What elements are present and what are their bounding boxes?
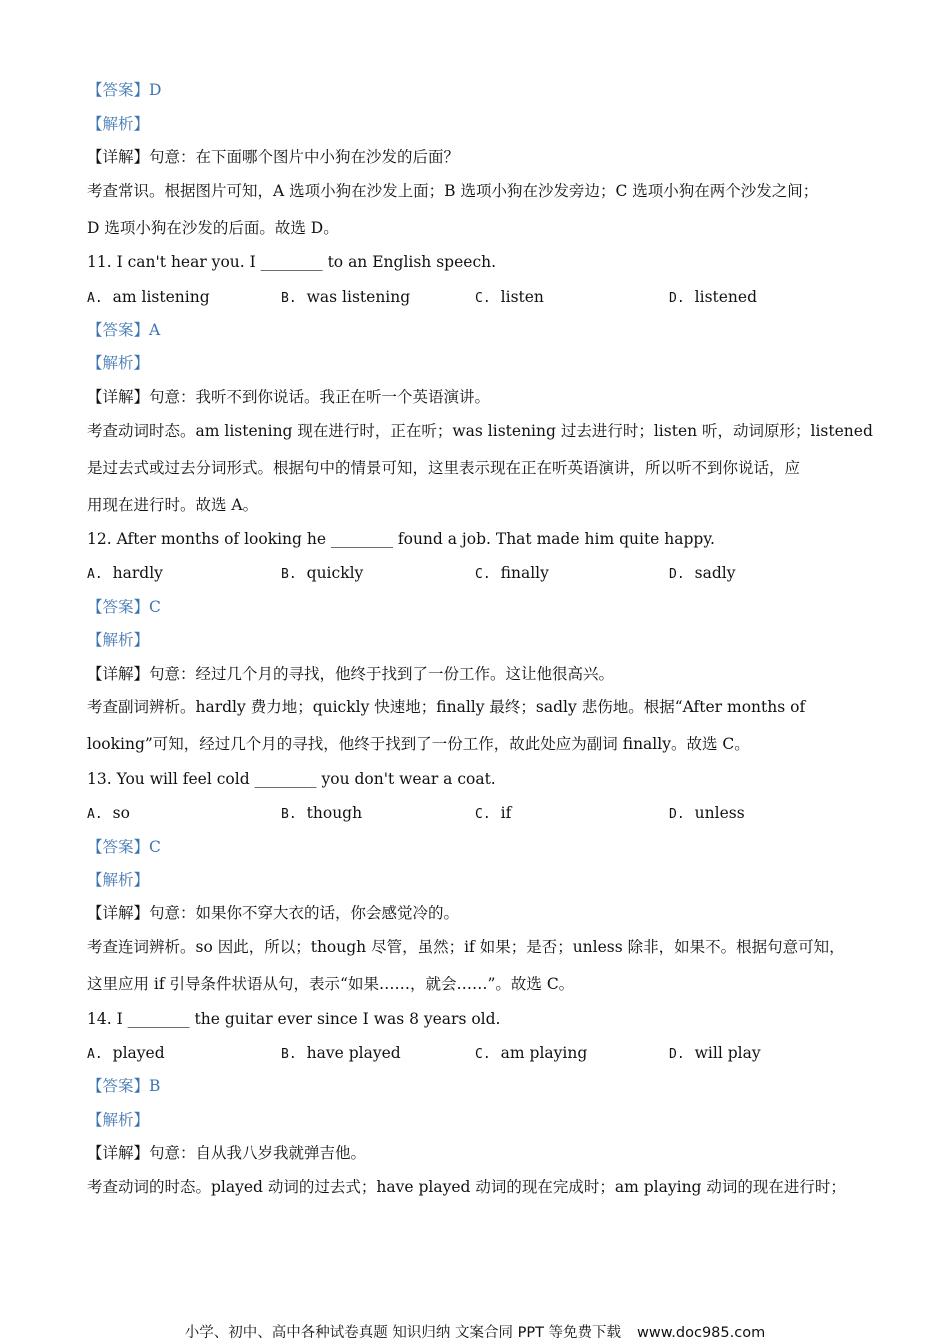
q12-options (87, 562, 862, 584)
q13-explain-1: 考查连词辨析。so 因此，所以；though 尽管，虽然；if 如果；是否；unless 除非，如果不。根据句意可知， (87, 938, 845, 956)
q10-explain-2: D 选项小狗在沙发的后面。故选 D。 (87, 219, 339, 237)
detail-text: 句意：我听不到你说话。我正在听一个英语演讲。 (149, 388, 491, 406)
q11-explain-3: 用现在进行时。故选 A。 (87, 496, 259, 514)
option-b: B. was listening (281, 288, 411, 306)
q11-explain-1: 考查动词时态。am listening 现在进行时，正在听；was listening 过去进行时；listen 听，动词原形；listened (87, 422, 873, 440)
option-a: A. so (87, 804, 130, 822)
analysis-label: 【解析】 (87, 631, 150, 649)
analysis-label: 【解析】 (87, 871, 150, 889)
q13-detail-line (87, 902, 862, 924)
q10-answer-line (87, 79, 862, 101)
detail-text: 句意：经过几个月的寻找，他终于找到了一份工作。这让他很高兴。 (149, 665, 615, 683)
q12-analysis-line (87, 629, 862, 651)
q11-stem: 11. I can't hear you. I ________ to an English speech. (87, 253, 497, 271)
q14-stem: 14. I ________ the guitar ever since I was 8 years old. (87, 1010, 501, 1028)
detail-label: 【详解】 (87, 904, 150, 922)
q14-options (87, 1042, 862, 1064)
q14-answer-line (87, 1075, 862, 1097)
q10-analysis-line (87, 113, 862, 135)
answer-value: B (149, 1077, 161, 1095)
answer-label: 【答案】 (87, 1077, 150, 1095)
q11-answer-line (87, 319, 862, 341)
option-b: B. have played (281, 1044, 401, 1062)
detail-text: 句意：自从我八岁我就弹吉他。 (149, 1144, 367, 1162)
q11-options (87, 286, 862, 308)
q14-detail-line (87, 1142, 862, 1164)
answer-label: 【答案】 (87, 321, 150, 339)
q12-answer-line (87, 596, 862, 618)
option-a: A. am listening (87, 288, 210, 306)
answer-label: 【答案】 (87, 838, 150, 856)
option-c: C. finally (475, 564, 549, 582)
detail-label: 【详解】 (87, 148, 150, 166)
option-c: C. if (475, 804, 512, 822)
q11-detail-line (87, 386, 862, 408)
answer-value: C (149, 598, 161, 616)
option-d: D. unless (669, 804, 745, 822)
option-c: C. am playing (475, 1044, 588, 1062)
option-d: D. sadly (669, 564, 736, 582)
answer-value: A (149, 321, 161, 339)
option-a: A. played (87, 1044, 165, 1062)
answer-value: D (149, 81, 162, 99)
detail-text: 句意：如果你不穿大衣的话，你会感觉冷的。 (149, 904, 460, 922)
footer-site-link[interactable]: www.doc985.com (637, 1325, 766, 1341)
q13-answer-line (87, 836, 862, 858)
q13-analysis-line (87, 869, 862, 891)
q12-explain-1: 考查副词辨析。hardly 费力地；quickly 快速地；finally 最终；sadly 悲伤地。根据“After months of (87, 698, 806, 716)
footer-text: 小学、初中、高中各种试卷真题 知识归纳 文案合同 PPT 等免费下载 (184, 1325, 622, 1341)
option-c: C. listen (475, 288, 544, 306)
detail-label: 【详解】 (87, 1144, 150, 1162)
analysis-label: 【解析】 (87, 354, 150, 372)
q14-explain-1: 考查动词的时态。played 动词的过去式；have played 动词的现在完成时；am playing 动词的现在进行时； (87, 1178, 846, 1196)
analysis-label: 【解析】 (87, 1111, 150, 1129)
option-d: D. will play (669, 1044, 761, 1062)
q11-explain-2: 是过去式或过去分词形式。根据句中的情景可知，这里表示现在正在听英语演讲，所以听不到你说话，应 (87, 459, 801, 477)
q10-detail-line (87, 146, 862, 168)
q12-stem: 12. After months of looking he ________ found a job. That made him quite happy. (87, 530, 715, 548)
page-footer (0, 1323, 950, 1343)
answer-value: C (149, 838, 161, 856)
detail-text: 句意：在下面哪个图片中小狗在沙发的后面？ (149, 148, 460, 166)
option-b: B. quickly (281, 564, 364, 582)
detail-label: 【详解】 (87, 665, 150, 683)
answer-label: 【答案】 (87, 81, 150, 99)
q13-explain-2: 这里应用 if 引导条件状语从句，表示“如果……，就会……”。故选 C。 (87, 975, 575, 993)
q13-options (87, 802, 862, 824)
q10-explain-1: 考查常识。根据图片可知，A 选项小狗在沙发上面；B 选项小狗在沙发旁边；C 选项小狗在两个沙发之间； (87, 182, 819, 200)
q13-stem: 13. You will feel cold ________ you don't wear a coat. (87, 770, 496, 788)
option-d: D. listened (669, 288, 758, 306)
answer-label: 【答案】 (87, 598, 150, 616)
q12-explain-2: looking”可知，经过几个月的寻找，他终于找到了一份工作，故此处应为副词 finally。故选 C。 (87, 735, 750, 753)
q11-analysis-line (87, 352, 862, 374)
detail-label: 【详解】 (87, 388, 150, 406)
option-a: A. hardly (87, 564, 163, 582)
q12-detail-line (87, 663, 862, 685)
option-b: B. though (281, 804, 363, 822)
analysis-label: 【解析】 (87, 115, 150, 133)
q14-analysis-line (87, 1109, 862, 1131)
